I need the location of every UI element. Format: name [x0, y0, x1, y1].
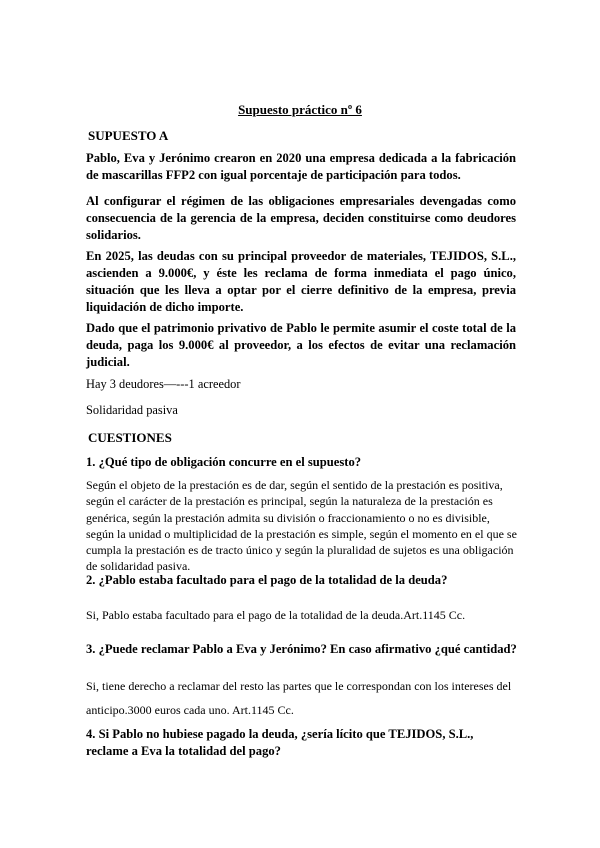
statement-paragraph-3: En 2025, las deudas con su principal proveedor de materiales, TEJIDOS, S.L., ascienden a 9.000€, y éste les reclama de forma inmediata el pago único, situación que les lleva a optar por el cierre definitivo de la empresa, previa liquidación de dicho importe.	[86, 249, 516, 314]
note-solidarity: Solidaridad pasiva	[86, 403, 178, 417]
note-debtors: Hay 3 deudores—---1 acreedor	[86, 377, 241, 391]
question-1: 1. ¿Qué tipo de obligación concurre en el supuesto?	[86, 455, 362, 469]
statement-paragraph-2: Al configurar el régimen de las obligaciones empresariales devengadas como consecuencia de la gerencia de la empresa, deciden constituirse como deudores solidarios.	[86, 194, 516, 242]
questions-heading: CUESTIONES	[88, 430, 172, 445]
document-title: Supuesto práctico nº 6	[238, 102, 362, 117]
answer-1: Según el objeto de la prestación es de dar, según el sentido de la prestación es positiva, según el carácter de la prestación es principal, según la naturaleza de la prestación es genérica, según la prestación admita su división o fraccionamiento o no es divisible, según la unidad o multiplicidad de la prestación es simple, según el momento en el que se cumpla la prestación es de tracto único y según la pluralidad de sujetos es una obligación de solidaridad pasiva.	[86, 478, 517, 574]
question-4: 4. Si Pablo no hubiese pagado la deuda, ¿sería lícito que TEJIDOS, S.L., reclame a Eva la totalidad del pago?	[86, 727, 474, 758]
question-2: 2. ¿Pablo estaba facultado para el pago de la totalidad de la deuda?	[86, 573, 448, 587]
statement-paragraph-4: Dado que el patrimonio privativo de Pablo le permite asumir el coste total de la deuda, paga los 9.000€ al proveedor, a los efectos de evitar una reclamación judicial.	[86, 321, 516, 369]
case-heading: SUPUESTO A	[88, 128, 169, 143]
answer-3: Si, tiene derecho a reclamar del resto las partes que le correspondan con los intereses del anticipo.3000 euros cada uno. Art.1145 Cc.	[86, 679, 512, 717]
question-3: 3. ¿Puede reclamar Pablo a Eva y Jerónimo? En caso afirmativo ¿qué cantidad?	[86, 642, 517, 656]
statement-paragraph-1: Pablo, Eva y Jerónimo crearon en 2020 una empresa dedicada a la fabricación de mascarillas FFP2 con igual porcentaje de participación para todos.	[86, 151, 516, 182]
answer-2: Si, Pablo estaba facultado para el pago de la totalidad de la deuda.Art.1145 Cc.	[86, 608, 466, 622]
